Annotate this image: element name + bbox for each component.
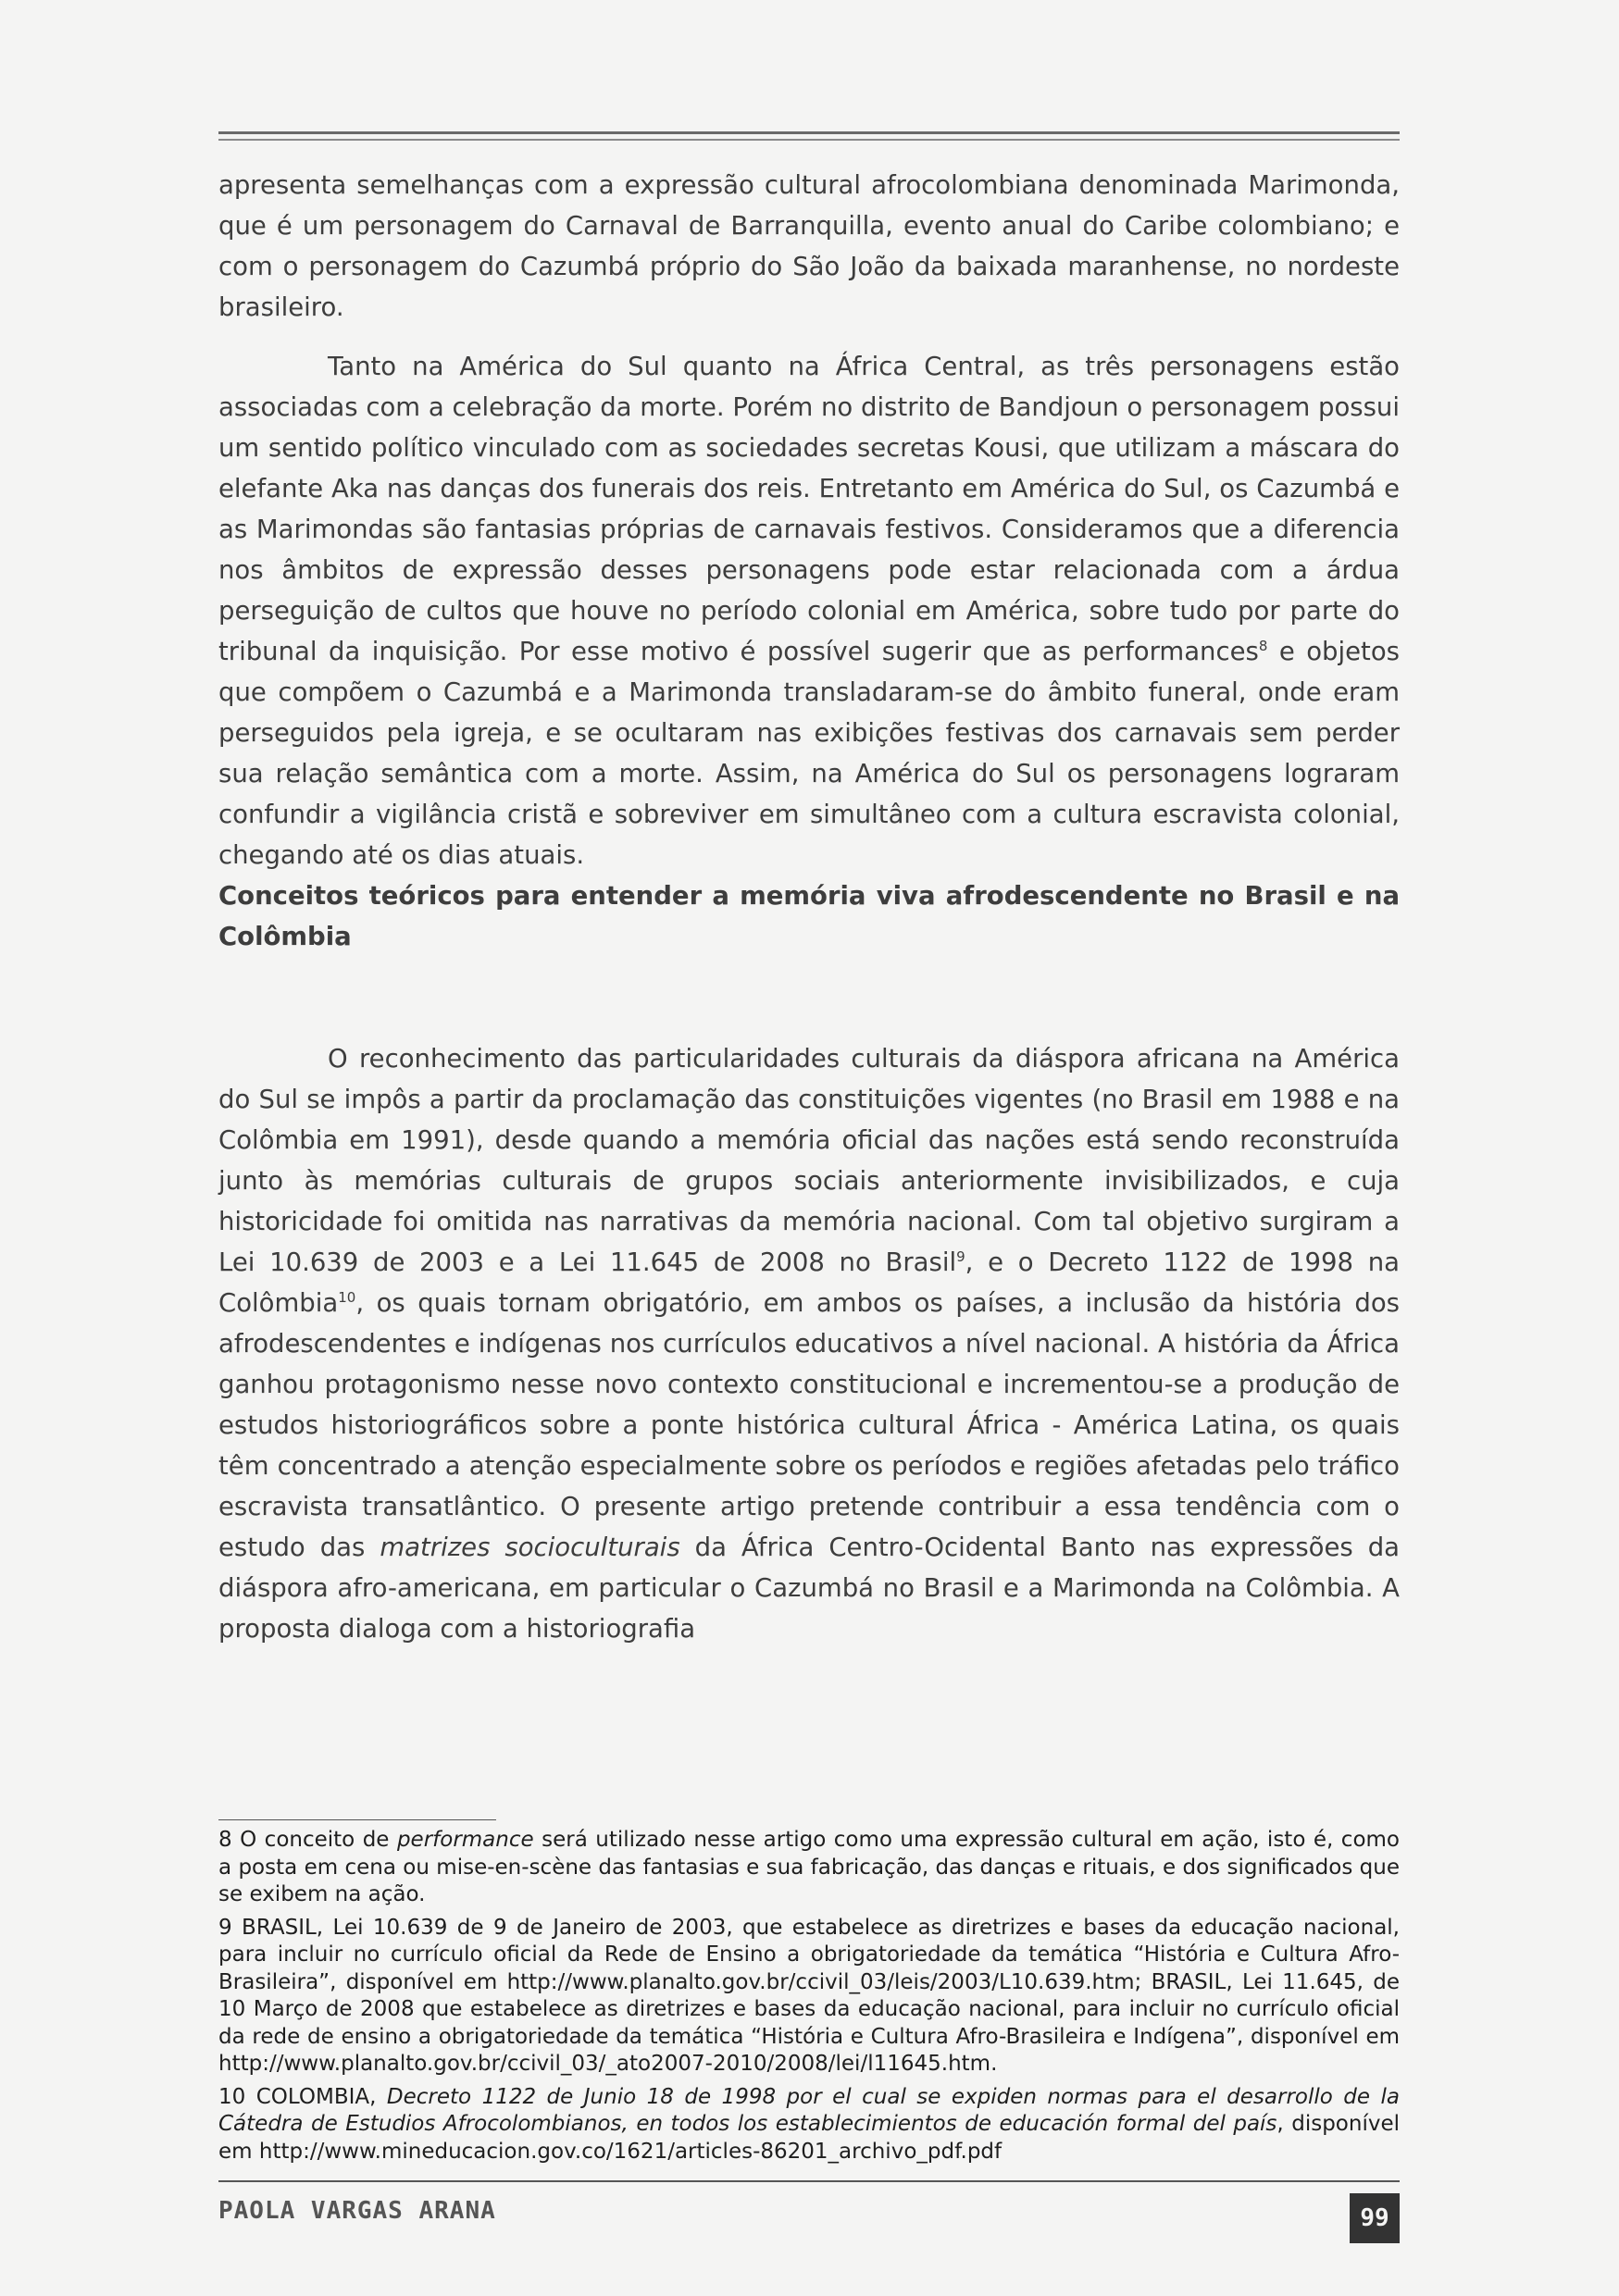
paragraph-1: apresenta semelhanças com a expressão cultural afrocolombiana denominada Marimonda, que é um personagem do Carnaval de Barranquilla, evento anual do Caribe colombiano; e com o personagem do Cazumbá próprio do São João da baixada maranhense, no nordeste brasileiro. xyxy=(218,170,1400,322)
page-number-badge: 99 xyxy=(1350,2193,1400,2243)
footnote-ref-10[interactable]: 10 xyxy=(338,1289,356,1306)
footnote-separator xyxy=(218,1819,496,1820)
header-rule xyxy=(218,131,1400,134)
footer-author: PAOLA VARGAS ARANA xyxy=(218,2197,496,2225)
paragraph-3: O reconhecimento das particularidades culturais da diáspora africana na América do Sul se impôs a partir da proclamação das constituições vigentes (no Brasil em 1988 e na Colômbia em 1991), desde quando a memória oficial das nações está sendo reconstruída junto às memórias culturais de grupos sociais anteriormente invisibilizados, e cuja historicidade foi omitida nas narrativas da memória nacional. Com tal objetivo surgiram a Lei 10.639 de 2003 e a Lei 11.645 de 2008 no Brasil$^9$, e o Decreto 1122 de 1998 na Colômbia$^{10}$, os quais tornam obrigatório, em ambos os países, a inclusão da história dos afrodescendentes e indígenas nos currículos educativos a nível nacional. A história da África ganhou protagonismo nesse novo contexto constitucional e incrementou-se a produção de estudos historiográficos sobre a ponte histórica cultural África - América Latina, os quais têm concentrado a atenção especialmente sobre os períodos e regiões afetadas pelo tráfico escravista transatlântico. O presente artigo pretende contribuir a essa tendência com o estudo das matrizes socioculturais da África Centro-Ocidental Banto nas expressões da diáspora afro-americana, em particular o Cazumbá no Brasil e a Marimonda na Colômbia. A proposta dialoga com a historiografia xyxy=(218,1044,1401,1644)
footnote-10: 10 COLOMBIA, Decreto 1122 de Junio 18 de 1998 por el cual se expiden normas para el desarrollo de la Cátedra de Estudios Afrocolombianos, en todos los establecimientos de educación formal del país, disponível em http://www.mineducacion.gov.co/1621/articles-86201_archivo_pdf.pdf xyxy=(218,2084,1400,2164)
footnote-ref-9[interactable]: 9 xyxy=(956,1248,965,1265)
header-rule-secondary xyxy=(218,139,1400,141)
footer-rule xyxy=(218,2180,1400,2182)
footnote-9: 9 BRASIL, Lei 10.639 de 9 de Janeiro de 2003, que estabelece as diretrizes e bases da educação nacional, para incluir no currículo oficial da Rede de Ensino a obrigatoriedade da temática “História e Cultura Afro-Brasileira”, disponível em http://www.planalto.gov.br/ccivil_03/leis/2003/L10.639.htm; BRASIL, Lei 11.645, de 10 Março de 2008 que estabelece as diretrizes e bases da educação nacional, para incluir no currículo oficial da rede de ensino a obrigatoriedade da temática “História e Cultura Afro-Brasileira e Indígena”, disponível em http://www.planalto.gov.br/ccivil_03/_ato2007-2010/2008/lei/l11645.htm. xyxy=(218,1915,1400,2076)
body-text xyxy=(218,165,1400,1649)
footnote-8: 8 O conceito de performance será utilizado nesse artigo como uma expressão cultural em ação, isto é, como a posta em cena ou mise-en-scène das fantasias e sua fabricação, das danças e rituais, e dos significados que se exibem na ação. xyxy=(218,1828,1400,1906)
footnote-ref-8[interactable]: 8 xyxy=(1258,638,1268,654)
footnotes xyxy=(218,1827,1400,2171)
paragraph-2: Tanto na América do Sul quanto na África Central, as três personagens estão associadas com a celebração da morte. Porém no distrito de Bandjoun o personagem possui um sentido político vinculado com as sociedades secretas Kousi, que utilizam a máscara do elefante Aka nas danças dos funerais dos reis. Entretanto em América do Sul, os Cazumbá e as Marimondas são fantasias próprias de carnavais festivos. Consideramos que a diferencia nos âmbitos de expressão desses personagens pode estar relacionada com a árdua perseguição de cultos que houve no período colonial em América, sobre tudo por parte do tribunal da inquisição. Por esse motivo é possível sugerir que as performances$^8$ e objetos que compõem o Cazumbá e a Marimonda transladaram-se do âmbito funeral, onde eram perseguidos pela igreja, e se ocultaram nas exibições festivas dos carnavais sem perder sua relação semântica com a morte. Assim, na América do Sul os personagens lograram confundir a vigilância cristã e sobreviver em simultâneo com a cultura escravista colonial, chegando até os dias atuais. xyxy=(218,352,1400,870)
section-heading: Conceitos teóricos para entender a memória viva afrodescendente no Brasil e na Colômbia xyxy=(218,881,1400,951)
